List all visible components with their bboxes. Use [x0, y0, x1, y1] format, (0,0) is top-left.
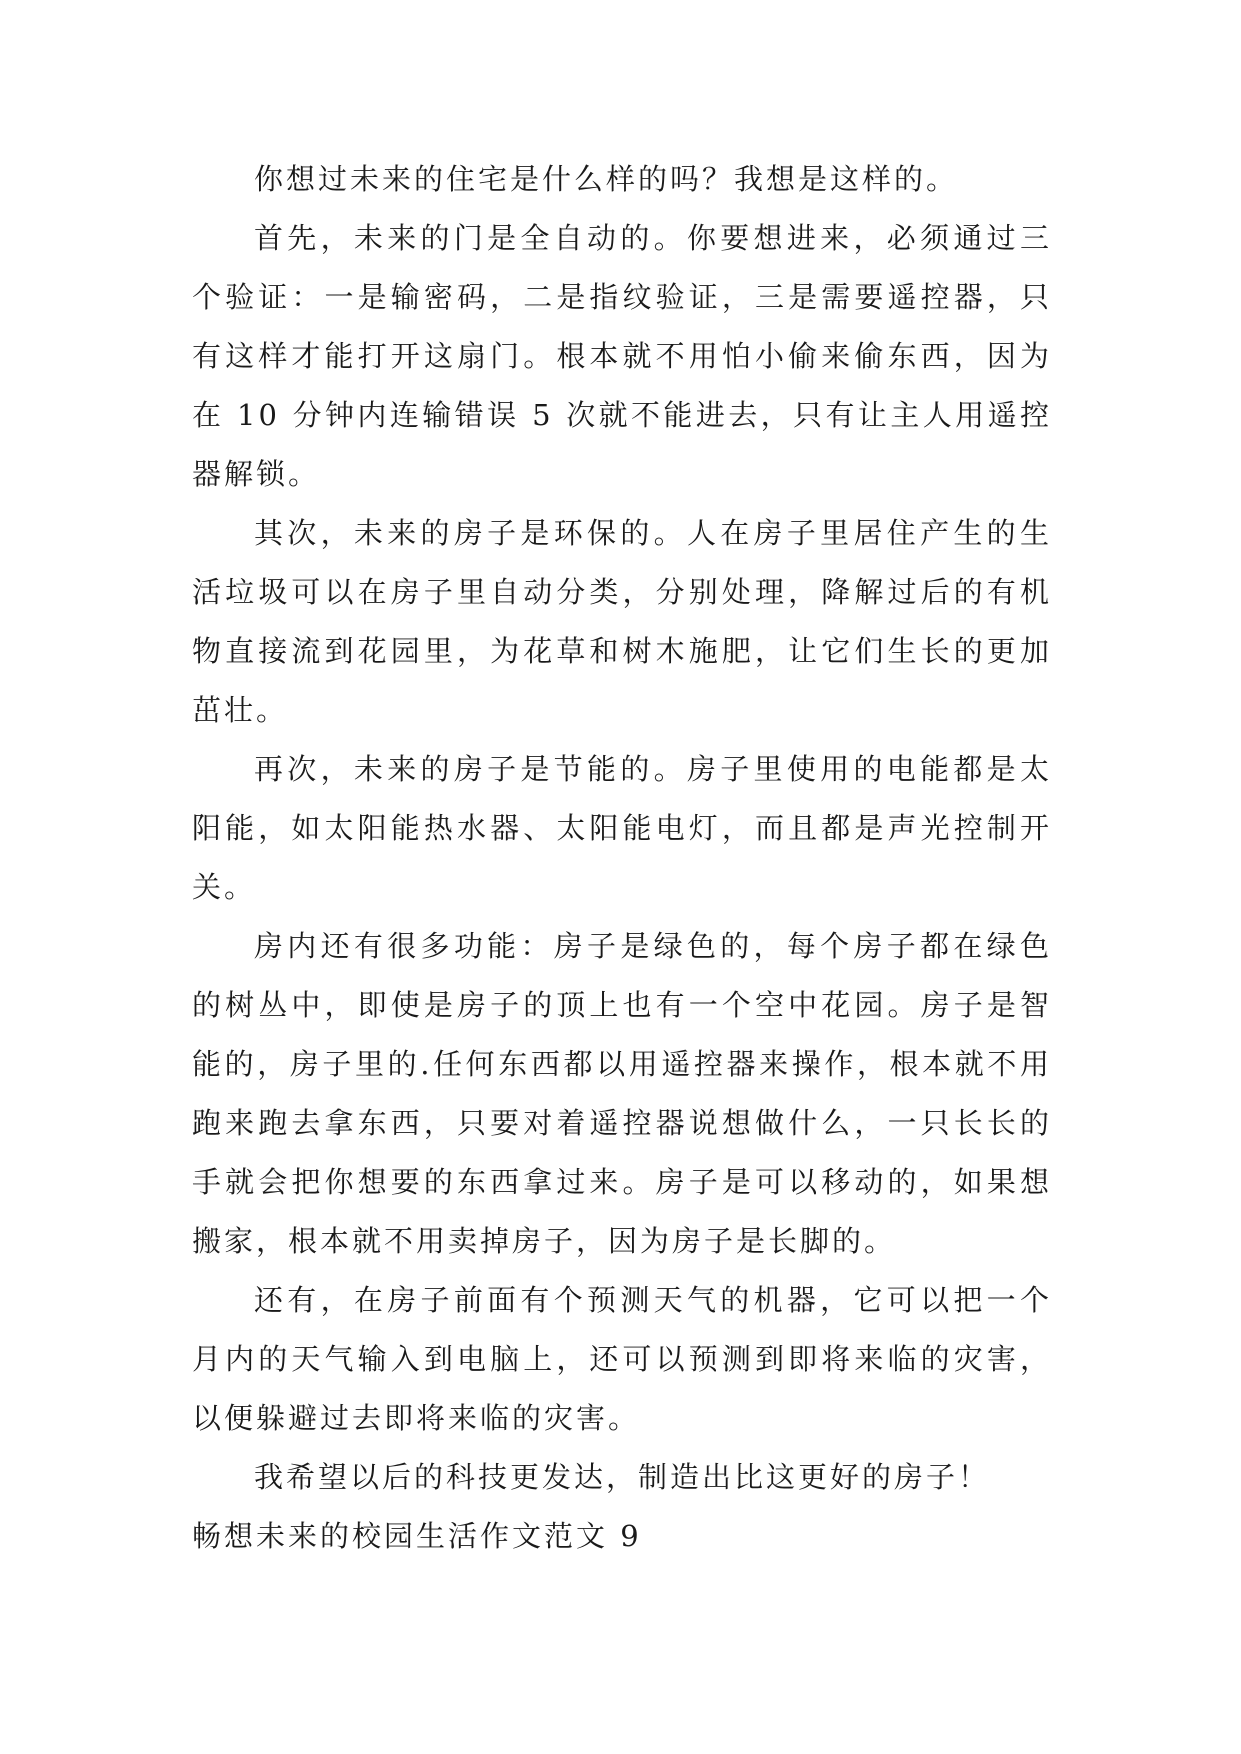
paragraph-hope: 我希望以后的科技更发达，制造出比这更好的房子！	[254, 1460, 991, 1494]
next-essay-heading: 畅想未来的校园生活作文范文 9	[192, 1519, 642, 1553]
document-body	[192, 150, 1052, 1566]
paragraph-door: 首先，未来的门是全自动的。你要想进来，必须通过三个验证：一是输密码，二是指纹验证，三是需要遥控器，只有这样才能打开这扇门。根本就不用怕小偷来偷东西，因为在 10 分钟内连输错误 5 次就不能进去，只有让主人用遥控器解锁。	[192, 221, 1052, 491]
paragraph-weather: 还有，在房子前面有个预测天气的机器，它可以把一个月内的天气输入到电脑上，还可以预测到即将来临的灾害，以便躲避过去即将来临的灾害。	[192, 1283, 1052, 1435]
paragraph-energy: 再次，未来的房子是节能的。房子里使用的电能都是太阳能，如太阳能热水器、太阳能电灯，而且都是声光控制开关。	[192, 752, 1052, 904]
paragraph-intro: 你想过未来的住宅是什么样的吗？我想是这样的。	[254, 162, 959, 196]
paragraph-features: 房内还有很多功能：房子是绿色的，每个房子都在绿色的树丛中，即使是房子的顶上也有一个空中花园。房子是智能的，房子里的.任何东西都以用遥控器来操作，根本就不用跑来跑去拿东西，只要对着遥控器说想做什么，一只长长的手就会把你想要的东西拿过来。房子是可以移动的，如果想搬家，根本就不用卖掉房子，因为房子是长脚的。	[192, 929, 1052, 1258]
paragraph-eco: 其次，未来的房子是环保的。人在房子里居住产生的生活垃圾可以在房子里自动分类，分别处理，降解过后的有机物直接流到花园里，为花草和树木施肥，让它们生长的更加茁壮。	[192, 516, 1052, 727]
